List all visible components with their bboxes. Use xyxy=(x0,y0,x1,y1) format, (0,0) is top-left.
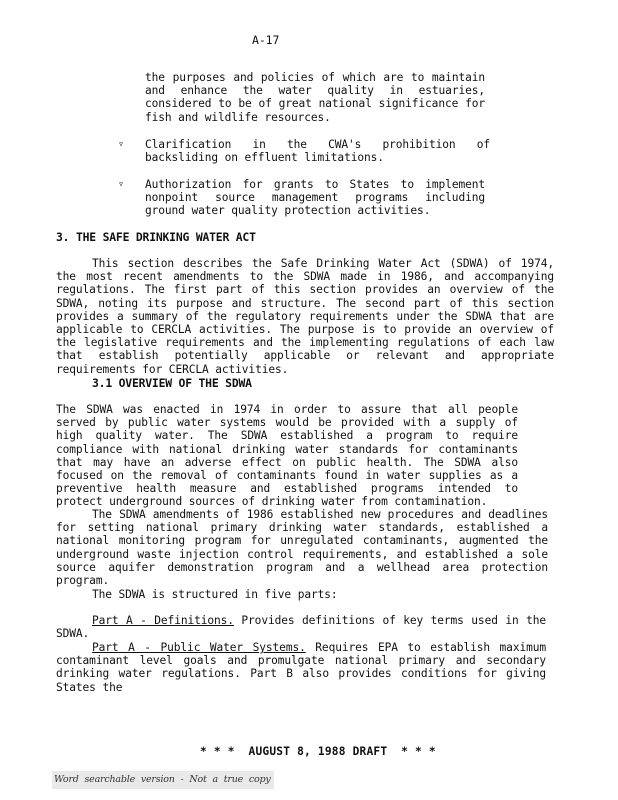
bullet-marker: ▿ xyxy=(118,139,125,150)
watermark-notice: Word searchable version - Not a true copy xyxy=(52,771,274,789)
overview-paragraph-1: The SDWA was enacted in 1974 in order to assure that all people served by public water systems would be provided with a supply of high quality water. The SDWA established a program to require compliance with national drinking water standards for contaminants that may have an adverse effect on public health. The SDWA also focused on the removal of contaminants found in water supplies as a preventive health measure and established programs intended to protect underground sources of drinking water from contamination. xyxy=(56,403,525,509)
bullet-marker: ▿ xyxy=(118,179,125,190)
bullet-item-1: Clarification in the CWA's prohibition of backsliding on effluent limitations. xyxy=(145,138,497,165)
continued-bullet-text: the purposes and policies of which are to maintain and enhance the water quality in estuaries, considered to be of great national significance for fish and wildlife resources. xyxy=(145,71,492,124)
part-item-2 xyxy=(56,641,553,694)
overview-paragraph-2: The SDWA amendments of 1986 established new procedures and deadlines for setting national primary drinking water standards, established a national monitoring program for unregulated contaminants, augmented the underground waste injection control requirements, and established a sole source aquifer demonstration program and a wellhead area protection program. xyxy=(56,508,555,588)
part-item-1 xyxy=(56,614,553,641)
page-number: A-17 xyxy=(252,33,280,47)
part-item-2-text: Requires EPA to establish maximum contaminant level goals and promulgate national primary and secondary drinking water regulations. Part B also provides conditions for giving States the xyxy=(56,641,553,694)
section-heading: 3. THE SAFE DRINKING WATER ACT xyxy=(56,230,256,244)
subsection-heading: 3.1 OVERVIEW OF THE SDWA xyxy=(92,376,252,390)
part-item-1-text: Provides definitions of key terms used in the SDWA. xyxy=(56,614,553,641)
structure-intro: The SDWA is structured in five parts: xyxy=(92,588,338,601)
part-item-1-label: Part A - Definitions. xyxy=(92,614,234,627)
section-intro-paragraph: This section describes the Safe Drinking Water Act (SDWA) of 1974, the most recent amendments to the SDWA made in 1986, and accompanying regulations. The first part of this section provides an overview of the SDWA, noting its purpose and structure. The second part of this section provides a summary of the regulatory requirements under the SDWA that are applicable to CERCLA activities. The purpose is to provide an overview of the legislative requirements and the implementing regulations of each law that establish potentially applicable or relevant and appropriate requirements for CERCLA activities. xyxy=(56,257,561,376)
bullet-item-2: Authorization for grants to States to implement nonpoint source management programs including ground water quality protection activities. xyxy=(145,178,492,218)
draft-date-footer: * * * AUGUST 8, 1988 DRAFT * * * xyxy=(200,745,436,758)
part-item-2-label: Part A - Public Water Systems. xyxy=(92,641,306,654)
